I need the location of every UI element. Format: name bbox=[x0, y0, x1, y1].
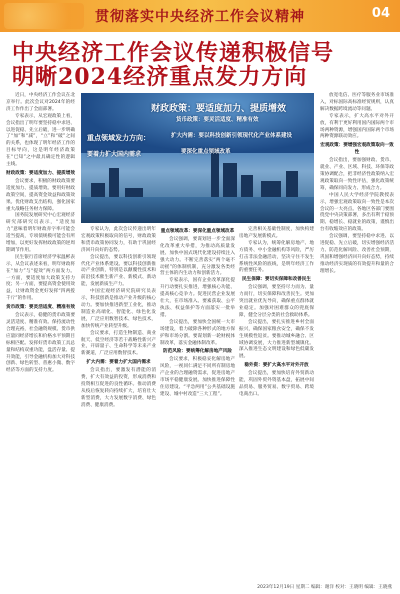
paragraph: 中国宏观经济研究院研究员表示，科技创新是推动产业升级的核心动力。要加快推进新型工业化，推动制造业高端化、智能化、绿色化发展，广泛应用数智技术、绿色技术，加快传统产业转型升级。 bbox=[81, 289, 156, 329]
paragraph: 会议提出，要加快全国统一大市场建设，着力破除各种形式的地方保护和市场分割。要谋划新一轮财税体制改革，落实金融体制改革。 bbox=[160, 319, 235, 346]
headline-line-1: 中央经济工作会议传递积极信号 bbox=[12, 40, 335, 66]
photo-caption-4: 扩大内需：要以科技创新引领现代化产业体系建设 bbox=[171, 133, 293, 139]
paragraph: 近日，中央经济工作会议在北京举行。此次会议对2024年的经济工作作出了全面部署。 bbox=[6, 93, 75, 112]
paragraph: 会议要求，打造生物制造、商业航天、低空经济等若干战略性新兴产业，开辟量子、生命科学等未来产业新赛道，广泛应用数智技术。 bbox=[81, 330, 156, 357]
paragraph: 专家认为，统筹化解房地产、地方债务、中小金融机构等风险，严厉打击非法金融活动，坚决守住不发生系统性风险的底线，是明年经济工作的重要任务。 bbox=[239, 240, 314, 274]
page-number: 04 bbox=[371, 6, 390, 21]
photo-caption-1: 财政政策：要适度加力、提质增效 bbox=[151, 104, 287, 114]
subheading: 稳外资：要扩大高水平对外开放 bbox=[244, 363, 309, 369]
paragraph: 国务院发展研究中心宏观经济研究部研究员表示，“适度加力”意味着明年财政赤字率可能会适当提高，专项债规模可能会有所增加，以更好发挥财政政策的逆周期调节作用。 bbox=[6, 213, 75, 253]
paragraph: 会议要求，积极稳妥化解房地产风险，一视同仁满足不同所有制房地产企业的合理融资需求，促进房地产市场平稳健康发展。加快推进保障性住房建设、“平急两用”公共基础设施建设、城中村改造“三大工程”。 bbox=[160, 357, 235, 397]
paragraph: 会议提出，要加快培育外贸新动能，巩固外贸外资基本盘，拓展中间品贸易、服务贸易、数字贸易、跨境电商出口。 bbox=[239, 371, 314, 397]
headline-line-2: 明晰2024经济重点发力方向 bbox=[12, 64, 308, 90]
paragraph: 会议提出，要扎实推进乡村全面振兴，确保国家粮食安全，确保不发生规模性返贫。要推动城乡融合、区域协调发展，大力推进新型城镇化。深入推进生态文明建设和绿色低碳发展。 bbox=[239, 319, 314, 360]
photo-caption-5: 要着力扩大国内需求 bbox=[87, 151, 142, 158]
paragraph: 专家表示，从宏观政策上看，会议指出了明年要坚持稳中求进、以进促稳、先立后破，进一步明确了“加”和“减”，“立”和“破”之间的关系，也体现了明年经济工作的目标导向，这是明年经济政策在“已知”之中最具确定性的逻辑主线。 bbox=[6, 113, 75, 168]
page-footer: 2023年12月19日 星期二 编辑：谢洋 校对：王晓明 编辑：王晓燕 bbox=[257, 585, 392, 590]
paragraph: 会议表示，稳健的货币政策要灵活适度、精准有效。保持流动性合理充裕，社会融资规模、货币供应量同经济增长和价格水平预期目标相匹配。发挥好货币政策工具总量和结构双重功能，盘活存量、提升效能，引导金融机构加大对科技创新、绿色转型、普惠小微、数字经济等方面的支持力度。 bbox=[6, 313, 75, 374]
paragraph: 会议提出，要以科技创新引领现代化产业体系建设。要以科技创新推动产业创新，特别是以颠覆性技术和前沿技术催生新产业、新模式、新动能，发展新质生产力。 bbox=[81, 254, 156, 288]
paragraph: 完善相关基础性制度，加快构建房地产发展新模式。 bbox=[239, 227, 314, 239]
paragraph: 专家表示，扩大高水平对外开放，有利于更好利用国内国际两个市场两种资源，增强国内国际两个市场两种资源联动效应。 bbox=[320, 113, 394, 140]
subheading: 财政政策：要适度加力、提质增效 bbox=[6, 170, 75, 176]
subheading: 货币政策：要灵活适度、精准有效 bbox=[6, 305, 75, 311]
feature-photo bbox=[81, 93, 314, 223]
paragraph: 会议强调，要坚持稳中求进、以进促稳、先立后破，切实增强经济活力、防范化解风险、改善社会预期，巩固和增强经济回升向好态势，持续推动经济实现质的有效提升和量的合理增长。 bbox=[320, 234, 394, 274]
paragraph: 中国人民大学经济学院教授表示，增强宏观政策取向一致性是本次会议的一大亮点。各地区各部门要围绕党中央决策部署，多出有利于稳预期、稳增长、稳就业的政策，谨慎出台有收缩效应的政策。 bbox=[320, 192, 394, 233]
paragraph: 会议指出，要激发有潜能的消费，扩大有效益的投资，形成消费和投资相互促进的良性循环。推动消费从疫后恢复转向持续扩大，培育壮大新型消费，大力发展数字消费、绿色消费、健康消费。 bbox=[81, 368, 156, 408]
paragraph: 会议强调，要坚持尽力而为、量力而行，切实保障和改善民生。更加突出就业优先导向，确保重点群体就业稳定。加强对困难群众的兜底保障，健全分层分类的社会救助体系。 bbox=[239, 285, 314, 318]
photo-caption-2: 货币政策：要灵活适度、精准有效 bbox=[176, 117, 259, 123]
article-column-4 bbox=[239, 227, 314, 399]
paragraph: 会议要求，积极的财政政策要适度加力、提质增效。要用好财政政策空间，提高资金效益和政策效果。优化财政支出结构，强化国家重大战略任务财力保障。 bbox=[6, 178, 75, 212]
article-column-1 bbox=[6, 93, 75, 375]
subheading: 扩大内需：要着力扩大国内需求 bbox=[86, 360, 151, 366]
paragraph: 专家表示，国有企业改革深化提升行动要扎实推进，增强核心功能、提高核心竞争力。促进民营企业发展壮大，在市场准入、要素获取、公平执法、权益保护等方面落实一批举措。 bbox=[160, 278, 235, 318]
banner-title: 贯彻落实中央经济工作会议精神 bbox=[95, 9, 305, 25]
subheading: 民生保障：要切实保障和改善民生 bbox=[242, 277, 311, 283]
photo-caption-6: 要深化重点领域改革 bbox=[181, 149, 231, 155]
subheading: 防范风险：要统筹化解房地产风险 bbox=[163, 349, 232, 355]
article-column-2 bbox=[81, 227, 156, 410]
paragraph: 会议强调，要谋划进一步全面深化改革重大举措，为推动高质量发展、加快中国式现代化建设持续注入强大动力。不断完善落实“两个毫不动摇”的体制机制，充分激发各类经营主体的内生动力和创新活力。 bbox=[160, 236, 235, 277]
paragraph: 会议指出，要加强财政、货币、就业、产业、区域、科技、环保等政策协调配合，把非经济性政策纳入宏观政策取向一致性评估，强化政策统筹，确保同向发力、形成合力。 bbox=[320, 158, 394, 191]
section-banner bbox=[0, 0, 400, 32]
paragraph: 放宽电信、医疗等服务业市场准入，对标国际高标准经贸规则，认真解决数据跨境流动等问题。 bbox=[320, 93, 394, 112]
photo-caption-3: 重点领域发力方向： bbox=[87, 134, 150, 142]
article-column-3 bbox=[160, 227, 235, 399]
subheading: 宏观政策：要增强宏观政策取向一致性 bbox=[320, 143, 394, 156]
paragraph: 民生银行首席经济学家温彬表示，从会议表述来看，明年财政将在“加力”与“提效”两方面发力。一方面，要适度加大政策支持力度；另一方面，要提高资金使用效益，让财政资金更好发挥“四两拨千斤”的作用。 bbox=[6, 254, 75, 302]
paragraph: 专家认为，此次会议传递出明年宏观政策积极取向的信号，财政政策和货币政策协同发力，有助于巩固经济回升向好的态势。 bbox=[81, 227, 156, 253]
subheading: 重点领域改革：要深化重点领域改革 bbox=[160, 229, 235, 234]
article-column-5 bbox=[320, 93, 394, 276]
photo-water bbox=[81, 197, 314, 223]
